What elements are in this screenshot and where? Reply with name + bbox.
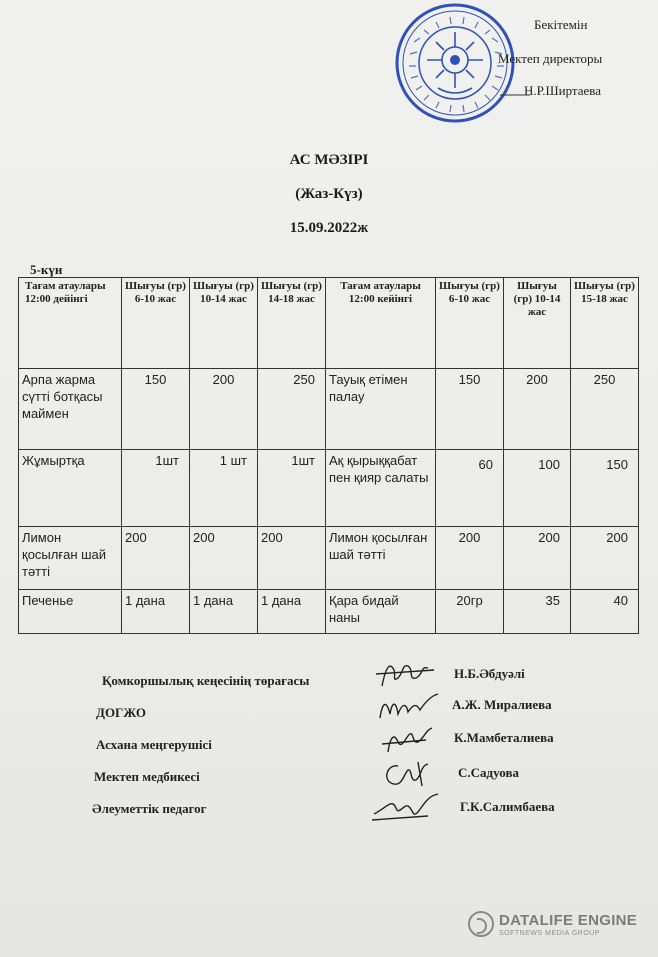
dish-cell: Лимон қосылған шай тәтті — [19, 527, 122, 590]
approval-label: Бекітемін — [534, 17, 588, 32]
portion-cell: 40 — [571, 589, 639, 633]
signatory-role: ДОГЖО — [96, 705, 146, 720]
portion-cell: 150 — [571, 450, 639, 527]
dish-cell: Қара бидай наны — [326, 589, 436, 633]
portion-cell: 1 дана — [190, 589, 258, 633]
menu-season: (Жаз-Күз) — [295, 186, 363, 202]
portion-cell: 100 — [504, 450, 571, 527]
portion-cell: 200 — [504, 527, 571, 590]
datalife-logo-icon — [468, 911, 494, 937]
portion-cell: 200 — [190, 527, 258, 590]
portion-cell: 60 — [436, 450, 504, 527]
table-row — [19, 369, 639, 450]
header-portion: Шығуы (гр) 10-14 жас — [504, 278, 571, 369]
header-dish-after: Тағам атаулары 12:00 кейінгі — [326, 278, 436, 369]
header-portion: Шығуы (гр) 15-18 жас — [571, 278, 639, 369]
portion-cell: 200 — [571, 527, 639, 590]
dish-cell: Жұмыртқа — [19, 450, 122, 527]
dish-cell: Печенье — [19, 589, 122, 633]
signature-2 — [368, 690, 448, 724]
signatory-name: Н.Б.Әбдуәлі — [454, 666, 525, 681]
menu-table — [18, 277, 639, 634]
portion-cell: 150 — [122, 369, 190, 450]
header-portion: Шығуы (гр) 10-14 жас — [190, 278, 258, 369]
watermark — [468, 911, 643, 941]
portion-cell: 250 — [571, 369, 639, 450]
watermark-brand: DATALIFE ENGINE — [499, 912, 638, 929]
table-header-row — [19, 278, 639, 369]
signatory-name: А.Ж. Миралиева — [452, 697, 552, 712]
signature-4 — [368, 756, 448, 790]
portion-cell: 35 — [504, 589, 571, 633]
table-row — [19, 589, 639, 633]
dish-cell: Тауық етімен палау — [326, 369, 436, 450]
portion-cell: 1 шт — [190, 450, 258, 527]
portion-cell: 150 — [436, 369, 504, 450]
header-portion: Шығуы (гр) 14-18 жас — [258, 278, 326, 369]
signatory-role: Қомкоршылық кеңесінің төрағасы — [102, 673, 310, 688]
portion-cell: 200 — [504, 369, 571, 450]
portion-cell: 1шт — [258, 450, 326, 527]
signature-1 — [368, 656, 448, 690]
signatory-name: К.Мамбеталиева — [454, 730, 554, 745]
portion-cell: 200 — [436, 527, 504, 590]
signatory-name: С.Садуова — [458, 765, 519, 780]
menu-date: 15.09.2022ж — [289, 220, 369, 236]
table-row — [19, 450, 639, 527]
director-name: Н.Р.Ширтаева — [524, 83, 602, 98]
portion-cell: 200 — [190, 369, 258, 450]
portion-cell: 250 — [258, 369, 326, 450]
signature-5 — [368, 790, 448, 824]
portion-cell: 1 дана — [258, 589, 326, 633]
director-signature-line — [500, 92, 530, 98]
watermark-sub: SOFTNEWS MEDIA GROUP — [499, 930, 601, 937]
signatory-role: Асхана меңгерушісі — [96, 737, 212, 752]
dish-cell: Лимон қосылған шай тәтті — [326, 527, 436, 590]
director-position: Мектеп директоры — [498, 51, 603, 66]
portion-cell: 200 — [258, 527, 326, 590]
header-portion: Шығуы (гр) 6-10 жас — [436, 278, 504, 369]
table-row — [19, 527, 639, 590]
signatory-name: Г.К.Салимбаева — [460, 799, 555, 814]
portion-cell: 1шт — [122, 450, 190, 527]
signatory-role: Мектеп медбикесі — [94, 769, 200, 784]
portion-cell: 200 — [122, 527, 190, 590]
header-portion: Шығуы (гр) 6-10 жас — [122, 278, 190, 369]
portion-cell: 20гр — [436, 589, 504, 633]
day-label: 5-күн — [30, 262, 63, 277]
menu-title: АС МӘЗІРІ — [289, 152, 369, 168]
header-dish-before: Тағам атаулары 12:00 дейінгі — [19, 278, 122, 369]
dish-cell: Ақ қырыққабат пен қияр салаты — [326, 450, 436, 527]
dish-cell: Арпа жарма сүтті ботқасы маймен — [19, 369, 122, 450]
portion-cell: 1 дана — [122, 589, 190, 633]
signatory-role: Әлеуметтік педагог — [92, 801, 207, 816]
signature-3 — [368, 722, 448, 756]
